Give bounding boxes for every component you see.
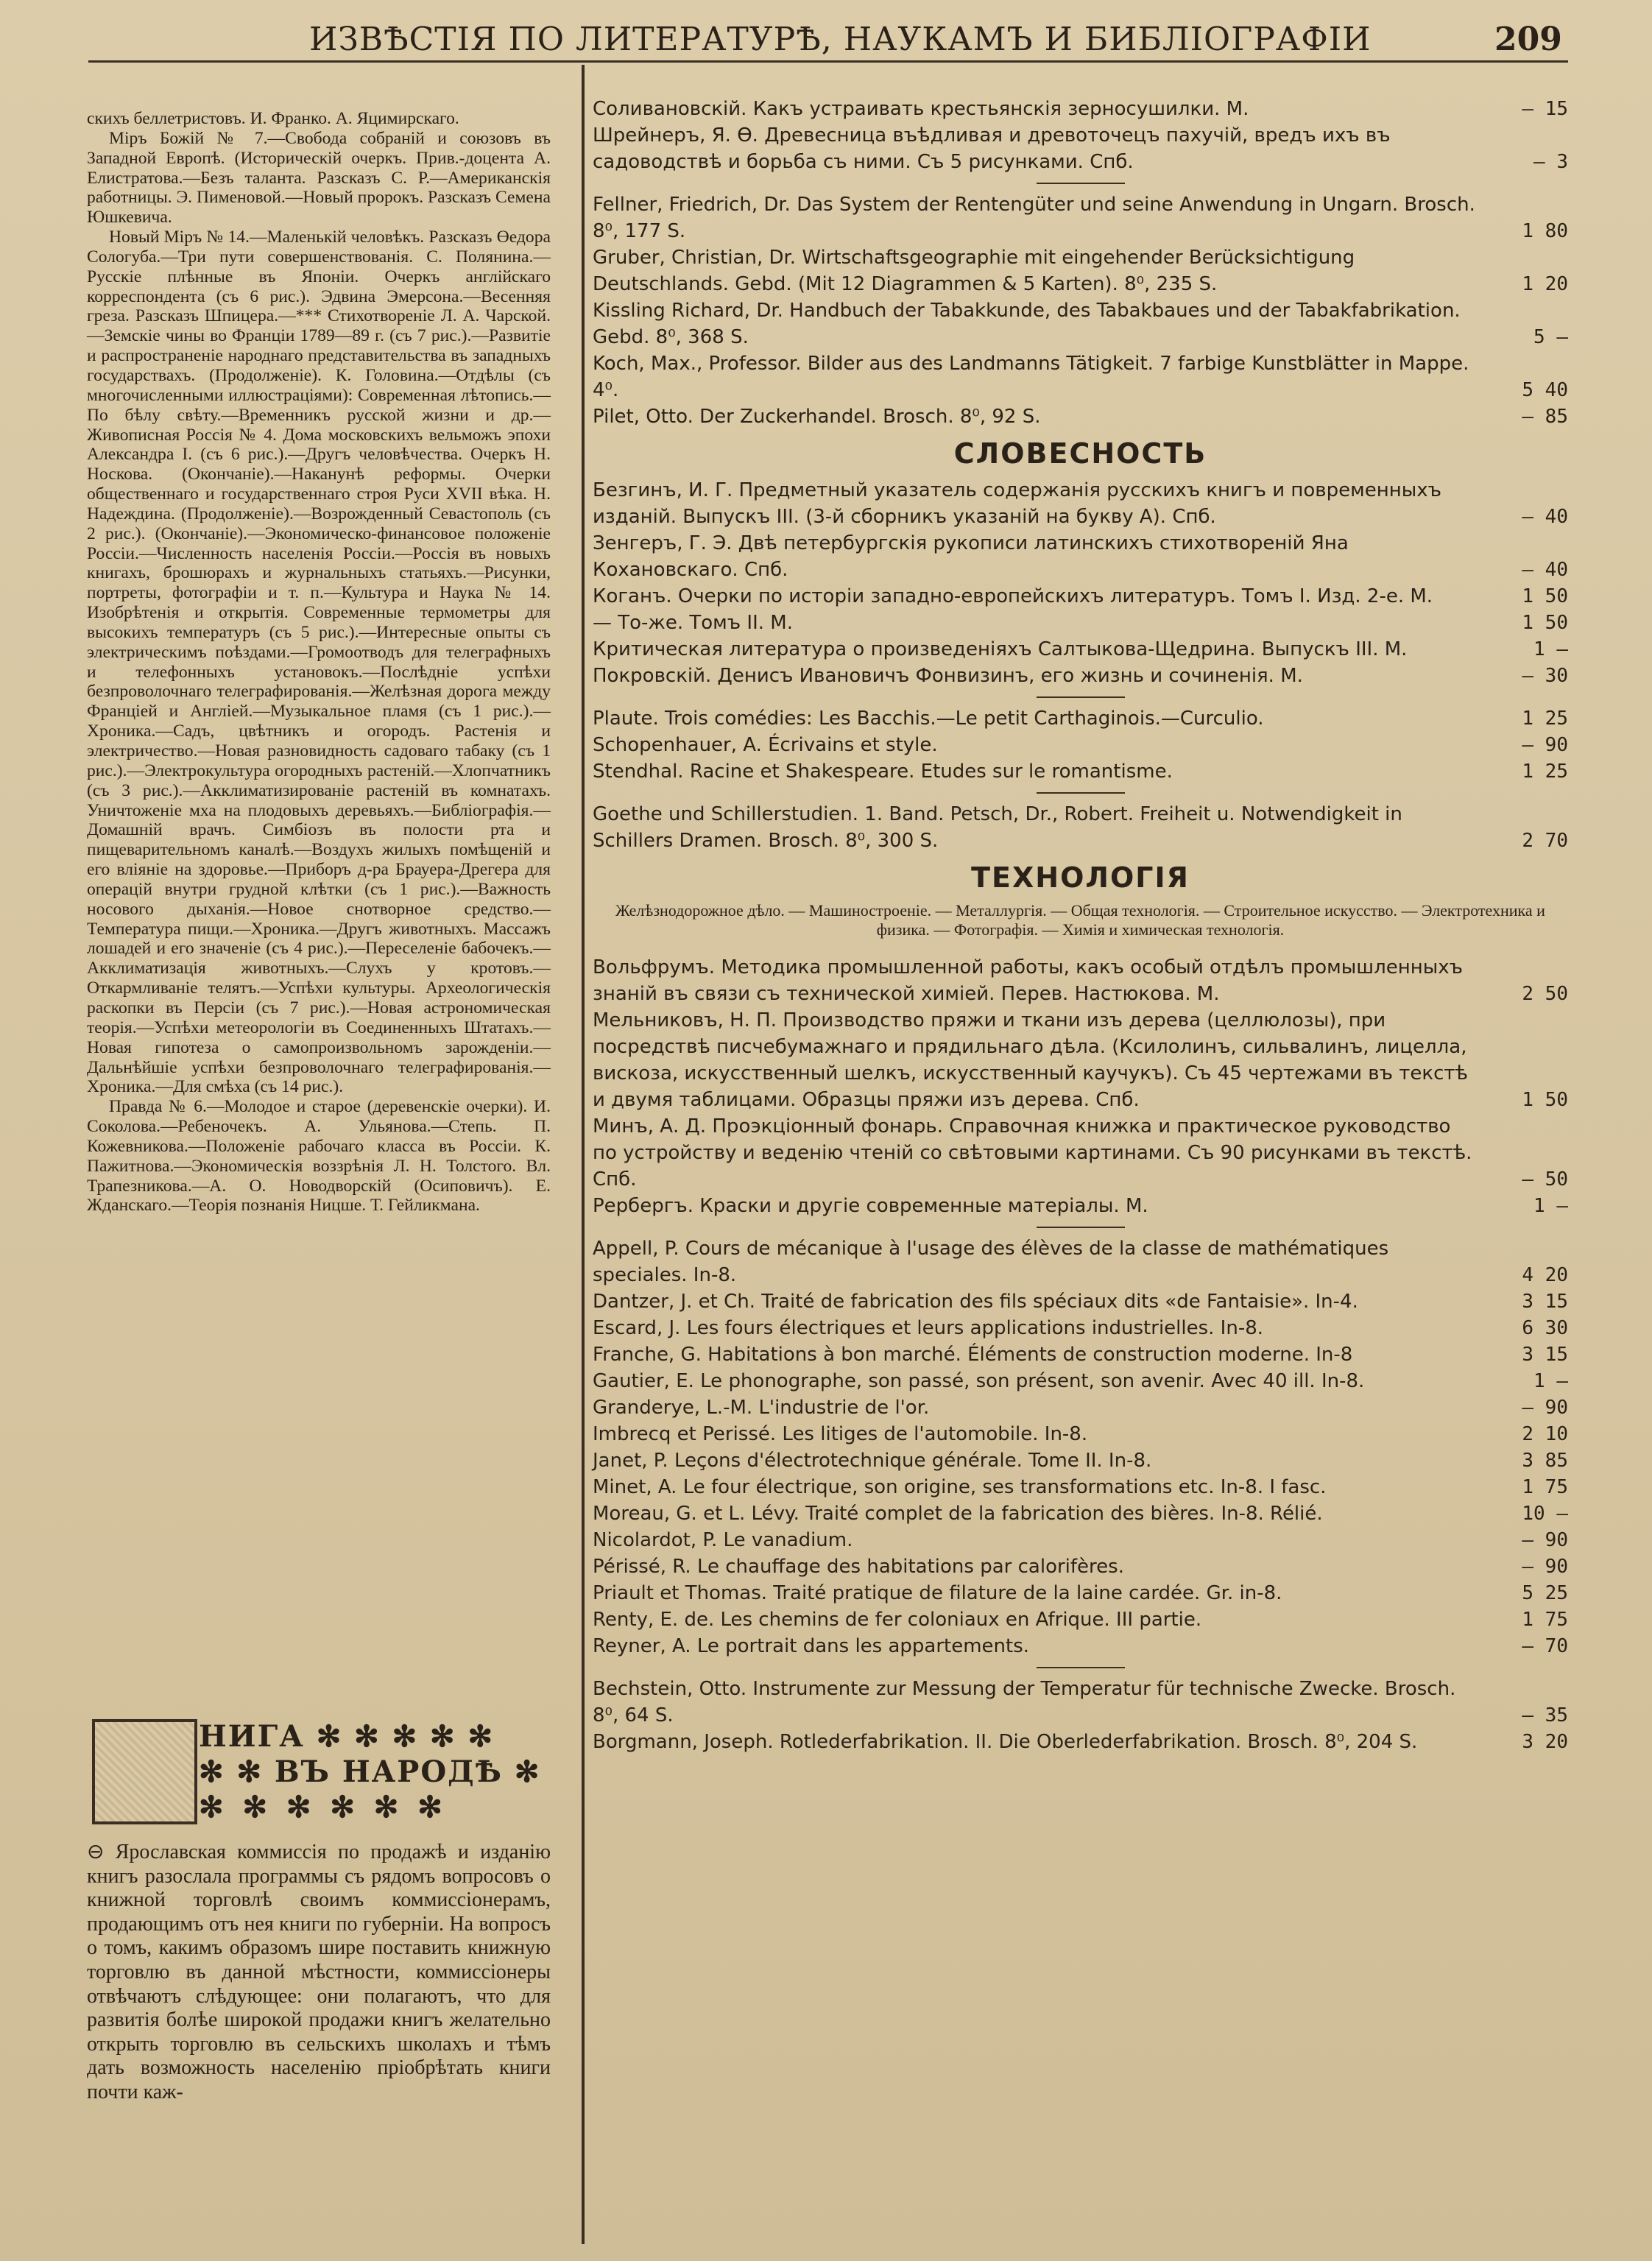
book-listing bbox=[593, 1676, 1568, 1729]
book-title: Fellner, Friedrich, Dr. Das System der Rentengüter und seine Anwendung in Ungarn. Brosch. 8⁰, 177 S. bbox=[593, 194, 1475, 242]
book-title: Gautier, E. Le phonographe, son passé, son présent, son avenir. Avec 40 ill. In-8. bbox=[593, 1370, 1365, 1392]
vignette-line-2: ✻ ✻ ВЪ НАРОДѢ ✻ bbox=[199, 1754, 541, 1789]
book-title: Зенгеръ, Г. Э. Двѣ петербургскія рукописи латинскихъ стихотвореній Яна Кохановскаго. Спб. bbox=[593, 532, 1349, 581]
book-price: 5 25 bbox=[1522, 1582, 1568, 1604]
book-price: 10 — bbox=[1522, 1503, 1568, 1525]
book-title: Moreau, G. et L. Lévy. Traité complet de la fabrication des bières. In-8. Rélié. bbox=[593, 1503, 1323, 1525]
book-price: — 15 bbox=[1522, 98, 1568, 120]
book-price: 1 — bbox=[1533, 1370, 1568, 1392]
ornament-k-icon bbox=[92, 1719, 197, 1824]
book-listing bbox=[593, 663, 1568, 689]
group-rule bbox=[1037, 1667, 1125, 1668]
book-title: Безгинъ, И. Г. Предметный указатель содержанія русскихъ книгъ и повременныхъ изданій. Выпускъ III. (3-й сборникъ указаній на букву А). Спб. bbox=[593, 479, 1442, 528]
book-price: 6 30 bbox=[1522, 1317, 1568, 1339]
book-title: Reyner, A. Le portrait dans les appartements. bbox=[593, 1635, 1030, 1657]
book-price: 1 — bbox=[1533, 638, 1568, 660]
book-price: 1 20 bbox=[1522, 273, 1568, 295]
book-price: 1 50 bbox=[1522, 1089, 1568, 1111]
news-notice: ⊖ Ярославская коммиссія по продажѣ и изданію книгъ разослала программы съ рядомъ вопросовъ о книжной торговлѣ своимъ коммиссіонерамъ, продающимъ отъ нея книги по губерніи. На вопросъ о томъ, какимъ образомъ шире поставить книжную торговлю въ данной мѣстности, коммиссіонеры отвѣчаютъ слѣдующее: они полагаютъ, что для развитія болѣе широкой продажи книгъ желательно открыть торговлю въ сельскихъ школахъ и тѣмъ дать возможность населенію пріобрѣтать книги почти каж- bbox=[87, 1841, 551, 2103]
book-listing bbox=[593, 403, 1568, 430]
book-title: Schopenhauer, A. Écrivains et style. bbox=[593, 734, 938, 756]
listing-group bbox=[593, 477, 1568, 689]
section-vignette bbox=[92, 1719, 548, 1822]
group-rule bbox=[1037, 696, 1125, 698]
book-price: — 50 bbox=[1522, 1168, 1568, 1191]
book-listing bbox=[593, 1500, 1568, 1527]
book-title: Granderye, L.-M. L'industrie de l'or. bbox=[593, 1397, 930, 1419]
listing-group bbox=[593, 191, 1568, 430]
book-title: Nicolardot, P. Le vanadium. bbox=[593, 1529, 853, 1551]
left-column bbox=[87, 109, 551, 1216]
book-listing bbox=[593, 1007, 1568, 1113]
section-heading-slovesnost: СЛОВЕСНОСТЬ bbox=[953, 437, 1207, 470]
book-listing bbox=[593, 1193, 1568, 1219]
book-title: Plaute. Trois comédies: Les Bacchis.—Le petit Carthaginois.—Curculio. bbox=[593, 708, 1264, 730]
book-price: — 90 bbox=[1522, 1529, 1568, 1551]
book-title: Вольфрумъ. Методика промышленной работы, какъ особый отдѣлъ промышленныхъ знаній въ связи съ технической химіей. Перев. Настюкова. М. bbox=[593, 956, 1463, 1005]
book-listing bbox=[593, 191, 1568, 244]
journal-title: ИЗВѢСТІЯ ПО ЛИТЕРАТУРѢ, НАУКАМЪ И БИБЛІОГРАФІИ bbox=[309, 21, 1372, 58]
book-title: Рербергъ. Краски и другіе современные матеріалы. М. bbox=[593, 1195, 1148, 1217]
book-listing bbox=[593, 1527, 1568, 1553]
book-title: Минъ, А. Д. Проэкціонный фонарь. Справочная книжка и практическое руководство по устройству и веденію чтеній со свѣтовыми картинами. Съ 90 рисунками въ текстѣ. Спб. bbox=[593, 1115, 1472, 1191]
book-price: 1 50 bbox=[1522, 585, 1568, 607]
book-title: Janet, P. Leçons d'électrotechnique générale. Tome II. In-8. bbox=[593, 1450, 1152, 1472]
book-price: 3 85 bbox=[1522, 1450, 1568, 1472]
book-price: — 30 bbox=[1522, 665, 1568, 687]
book-title: Koch, Max., Professor. Bilder aus des Landmanns Tätigkeit. 7 farbige Kunstblätter in Mappe. 4⁰. bbox=[593, 353, 1469, 401]
book-listing bbox=[593, 758, 1568, 785]
book-listing bbox=[593, 244, 1568, 297]
book-price: 2 50 bbox=[1522, 983, 1568, 1005]
vignette-line-3: ✻ ✻ ✻ ✻ ✻ ✻ bbox=[199, 1790, 447, 1824]
book-listing bbox=[593, 636, 1568, 663]
listing-group bbox=[593, 954, 1568, 1219]
book-price: 1 75 bbox=[1522, 1476, 1568, 1498]
book-title: Franche, G. Habitations à bon marché. Éléments de construction moderne. In-8 bbox=[593, 1344, 1353, 1366]
vignette-line-1: НИГА ✻ ✻ ✻ ✻ ✻ bbox=[199, 1719, 494, 1754]
book-title: Соливановскій. Какъ устраивать крестьянскія зерносушилки. М. bbox=[593, 98, 1249, 120]
journal-contents-paragraph: Правда № 6.—Молодое и старое (деревенскіе очерки). И. Соколова.—Ребеночекъ. А. Ульянова.—Степь. П. Кожевникова.—Положеніе рабочаго класса въ Россіи. К. Пажитнова.—Экономическія воззрѣнія Л. Н. Толстого. Вл. Трапезникова.—А. О. Новодворскій (Осиповичъ). Е. Жданскаго.—Теорія познанія Ницше. Т. Гейликмана. bbox=[87, 1097, 551, 1216]
book-title: Renty, E. de. Les chemins de fer coloniaux en Afrique. III partie. bbox=[593, 1609, 1202, 1631]
book-price: 3 15 bbox=[1522, 1291, 1568, 1313]
book-title: — То-же. Томъ II. М. bbox=[593, 612, 793, 634]
section-subcategories: Желѣзнодорожное дѣло. — Машиностроеніе. — Металлургія. — Общая технологія. — Строительное искусство. — Электротехника и физика. — Фотографія. — Химія и химическая технологія. bbox=[615, 901, 1545, 939]
book-price: 2 70 bbox=[1522, 830, 1568, 852]
group-rule bbox=[1037, 1227, 1125, 1228]
book-listing bbox=[593, 1606, 1568, 1633]
book-price: — 90 bbox=[1522, 1556, 1568, 1578]
book-title: Minet, A. Le four électrique, son origine, ses transformations etc. In-8. I fasc. bbox=[593, 1476, 1327, 1498]
book-title: Imbrecq et Perissé. Les litiges de l'automobile. In-8. bbox=[593, 1423, 1088, 1445]
book-title: Критическая литература о произведеніяхъ Салтыкова-Щедрина. Выпускъ III. М. bbox=[593, 638, 1408, 660]
book-listing bbox=[593, 530, 1568, 583]
book-price: 1 25 bbox=[1522, 761, 1568, 783]
book-price: 1 80 bbox=[1522, 220, 1568, 242]
book-listing bbox=[593, 122, 1568, 175]
right-column bbox=[593, 96, 1568, 1755]
listing-group bbox=[593, 801, 1568, 854]
book-price: — 70 bbox=[1522, 1635, 1568, 1657]
book-listing bbox=[593, 96, 1568, 122]
book-title: Pilet, Otto. Der Zuckerhandel. Brosch. 8⁰, 92 S. bbox=[593, 406, 1041, 428]
book-price: 4 20 bbox=[1522, 1264, 1568, 1286]
group-rule bbox=[1037, 792, 1125, 794]
header-rule bbox=[88, 60, 1568, 63]
book-listing bbox=[593, 732, 1568, 758]
page-number: 209 bbox=[1494, 21, 1562, 58]
book-listing bbox=[593, 1235, 1568, 1288]
book-price: 1 25 bbox=[1522, 708, 1568, 730]
book-title: Шрейнеръ, Я. Ө. Древесница въѣдливая и древоточецъ пахучій, вредъ ихъ въ садоводствѣ и борьба съ ними. Съ 5 рисунками. Спб. bbox=[593, 124, 1391, 173]
book-title: Priault et Thomas. Traité pratique de filature de la laine cardée. Gr. in-8. bbox=[593, 1582, 1282, 1604]
book-price: 1 — bbox=[1533, 1195, 1568, 1217]
book-price: 3 15 bbox=[1522, 1344, 1568, 1366]
column-divider bbox=[582, 65, 585, 2244]
book-price: 2 10 bbox=[1522, 1423, 1568, 1445]
book-listing bbox=[593, 1474, 1568, 1500]
book-listing bbox=[593, 1315, 1568, 1341]
book-title: Périssé, R. Le chauffage des habitations par calorifères. bbox=[593, 1556, 1124, 1578]
book-listing bbox=[593, 610, 1568, 636]
book-price: 3 20 bbox=[1522, 1731, 1568, 1753]
book-listing bbox=[593, 1113, 1568, 1193]
book-listing bbox=[593, 583, 1568, 610]
book-listing bbox=[593, 297, 1568, 350]
book-price: — 90 bbox=[1522, 1397, 1568, 1419]
book-title: Kissling Richard, Dr. Handbuch der Tabakkunde, des Tabakbaues und der Tabakfabrikation. Gebd. 8⁰, 368 S. bbox=[593, 300, 1461, 348]
book-title: Appell, P. Cours de mécanique à l'usage des élèves de la classe de mathématiques speciales. In-8. bbox=[593, 1238, 1389, 1286]
book-price: — 3 bbox=[1533, 151, 1568, 173]
book-title: Goethe und Schillerstudien. 1. Band. Petsch, Dr., Robert. Freiheit u. Notwendigkeit in Schillers Dramen. Brosch. 8⁰, 300 S. bbox=[593, 803, 1402, 852]
book-listing bbox=[593, 477, 1568, 530]
book-title: Bechstein, Otto. Instrumente zur Messung der Temperatur für technische Zwecke. Brosch. 8⁰, 64 S. bbox=[593, 1678, 1456, 1726]
book-price: 5 40 bbox=[1522, 379, 1568, 401]
listing-group bbox=[593, 1235, 1568, 1659]
journal-contents-paragraph: Новый Міръ № 14.—Маленькій человѣкъ. Разсказъ Өедора Сологуба.—Три пути совершенствованія. С. Полянина.—Русскіе плѣнные въ Японіи. Очеркъ англійскаго корреспондента (съ 6 рис.). Эдвина Эмерсона.—Весенняя греза. Разсказъ Шпицера.—*** Стихотвореніе Л. А. Чарской.—Земскіе чины во Франціи 1789—89 г. (съ 7 рис.).—Развитіе и распространеніе народнаго представительства въ западныхъ государствахъ. (Продолженіе). К. Головина.—Отдѣлы (съ многочисленными иллюстраціями): Современная лѣтопись.—По бѣлу свѣту.—Временникъ русской жизни и др.—Живописная Россія № 4. Дома московскихъ вельможъ эпохи Александра I. (съ 6 рис.).—Другъ человѣчества. Очеркъ Н. Носкова. (Окончаніе).—Наканунѣ реформы. Очерки общественнаго и государственнаго строя Руси XVII вѣка. Н. Надеждина. (Продолженіе).—Возрожденный Севастополь (съ 2 рис.). (Окончаніе).—Экономическо-финансовое положеніе Россіи.—Численность населенія Россіи.—Россія въ новыхъ книгахъ, брошюрахъ и журнальныхъ статьяхъ.—Рисунки, портреты, фотографіи и т. п.—Культура и Наука № 14. Изобрѣтенія и открытія. Современные термометры для высокихъ температуръ (съ 5 рис.).—Интересные опыты съ электрическимъ поѣздами.—Громоотводъ для телеграфныхъ и телефонныхъ установокъ.—Послѣдніе успѣхи безпроволочнаго телеграфированія.—Желѣзная дорога между Франціей и Англіей.—Музыкальное пламя (съ 1 рис.).—Хроника.—Садъ, цвѣтникъ и огородъ. Растенія и электричество.—Новая разновидность садоваго табаку (съ 1 рис.).—Электрокультура огородныхъ растеній.—Хлопчатникъ (съ 3 рис.).—Акклиматизированіе растеній въ комнатахъ. Уничтоженіе мха на плодовыхъ деревьяхъ.—Библіографія.—Домашній врачъ. Симбіозъ въ полости рта и пищеварительномъ каналѣ.—Воздухъ жилыхъ помѣщеній и его вліяніе на здоровье.—Приборъ д-ра Брауера-Дрегера для операцій внутри грудной клѣтки (съ 1 рис.).—Важность носового дыханія.—Новое снотворное средство.—Температура пищи.—Хроника.—Другъ животныхъ. Массажъ лошадей и его значеніе (съ 4 рис.).—Переселеніе бабочекъ.—Акклиматизація животныхъ.—Слухъ у кротовъ.—Откармливаніе телятъ.—Успѣхи культуры. Археологическія раскопки въ Персіи (съ 7 рис.).—Новая астрономическая теорія.—Успѣхи метеорологіи въ Соединенныхъ Штатахъ.—Новая гипотеза о самопроизвольномъ зарожденіи.—Дальнѣйшіе успѣхи безпроволочнаго телеграфированія.—Хроника.—Для смѣха (съ 14 рис.). bbox=[87, 227, 551, 1097]
book-title: Мельниковъ, Н. П. Производство пряжи и ткани изъ дерева (целлюлозы), при посредствѣ писчебумажнаго и прядильнаго дѣла. (Ксилолинъ, сильвалинъ, лицелла, вискоза, искусственный шелкъ, искусственный каучукъ). Съ 45 чертежами въ текстѣ и двумя таблицами. Образцы пряжи изъ дерева. Спб. bbox=[593, 1009, 1468, 1111]
book-title: Gruber, Christian, Dr. Wirtschaftsgeographie mit eingehender Berücksichtigung Deutschlands. Gebd. (Mit 12 Diagrammen & 5 Karten). 8⁰, 235 S. bbox=[593, 247, 1355, 295]
book-listing bbox=[593, 1288, 1568, 1315]
listing-group bbox=[593, 705, 1568, 785]
book-price: — 85 bbox=[1522, 406, 1568, 428]
journal-contents-paragraph: скихъ беллетристовъ. И. Франко. А. Яцимирскаго. bbox=[87, 109, 459, 128]
listing-group bbox=[593, 96, 1568, 175]
book-price: — 40 bbox=[1522, 559, 1568, 581]
book-price: 1 75 bbox=[1522, 1609, 1568, 1631]
book-title: Коганъ. Очерки по исторіи западно-европейскихъ литературъ. Томъ I. Изд. 2-е. М. bbox=[593, 585, 1433, 607]
book-title: Borgmann, Joseph. Rotlederfabrikation. II. Die Oberlederfabrikation. Brosch. 8⁰, 204 S. bbox=[593, 1731, 1418, 1753]
book-listing bbox=[593, 1368, 1568, 1394]
book-title: Escard, J. Les fours électriques et leurs applications industrielles. In-8. bbox=[593, 1317, 1264, 1339]
book-listing bbox=[593, 1341, 1568, 1368]
book-listing bbox=[593, 350, 1568, 403]
book-listing bbox=[593, 801, 1568, 854]
book-price: 1 50 bbox=[1522, 612, 1568, 634]
journal-contents-paragraph: Міръ Божій № 7.—Свобода собраній и союзовъ въ Западной Европѣ. (Историческій очеркъ. Прив.-доцента А. Елистратова.—Безъ таланта. Разсказъ С. Р.—Американскія работницы. Э. Пименовой.—Новый пророкъ. Разсказъ Семена Юшкевича. bbox=[87, 128, 551, 227]
book-listing bbox=[593, 1553, 1568, 1580]
book-listing bbox=[593, 954, 1568, 1007]
book-listing bbox=[593, 1580, 1568, 1606]
listing-group bbox=[593, 1676, 1568, 1755]
book-price: — 35 bbox=[1522, 1704, 1568, 1726]
book-price: 5 — bbox=[1533, 326, 1568, 348]
book-listing bbox=[593, 1421, 1568, 1447]
book-price: — 40 bbox=[1522, 506, 1568, 528]
book-listing bbox=[593, 1729, 1568, 1755]
book-title: Dantzer, J. et Ch. Traité de fabrication des fils spéciaux dits «de Fantaisie». In-4. bbox=[593, 1291, 1358, 1313]
book-title: Stendhal. Racine et Shakespeare. Etudes sur le romantisme. bbox=[593, 761, 1173, 783]
book-listing bbox=[593, 1447, 1568, 1474]
book-listing bbox=[593, 705, 1568, 732]
book-listing bbox=[593, 1633, 1568, 1659]
book-listing bbox=[593, 1394, 1568, 1421]
group-rule bbox=[1037, 183, 1125, 184]
book-price: — 90 bbox=[1522, 734, 1568, 756]
section-heading-tekhnologiya: ТЕХНОЛОГІЯ bbox=[971, 861, 1190, 894]
book-title: Покровскій. Денисъ Ивановичъ Фонвизинъ, его жизнь и сочиненія. М. bbox=[593, 665, 1303, 687]
running-header bbox=[0, 21, 1652, 65]
